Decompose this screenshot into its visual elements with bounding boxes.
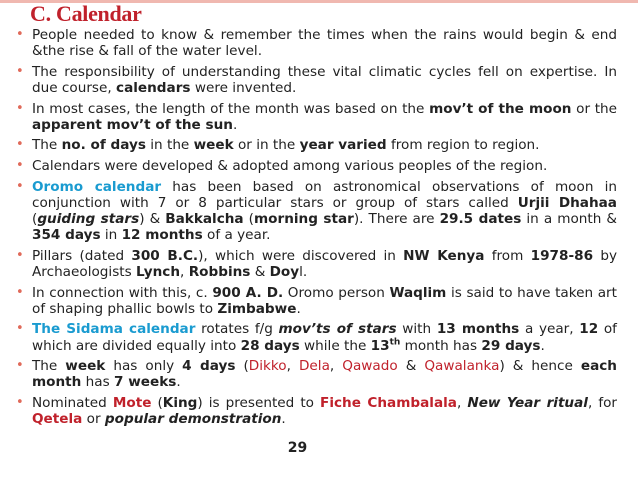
bullet-glyph: • bbox=[16, 178, 24, 194]
bullet-glyph: • bbox=[16, 137, 24, 153]
bullet-glyph: • bbox=[16, 358, 24, 374]
bullet-item: • In most cases, the length of the month was based on the mov’t of the moon or the apparent mov’t of the sun. bbox=[16, 100, 618, 133]
bullet-glyph: • bbox=[16, 157, 24, 173]
bullet-glyph: • bbox=[16, 394, 24, 410]
bullet-glyph: • bbox=[16, 63, 24, 79]
bullet-glyph: • bbox=[16, 247, 24, 263]
page-number: 29 bbox=[287, 440, 308, 456]
bullet-item: • People needed to know & remember the times when the rains would begin & end &the rise & fall of the water level. bbox=[16, 27, 617, 60]
bullet-item: • Calendars were developed & adopted among various peoples of the region. bbox=[16, 157, 548, 174]
bullet-item: • The responsibility of understanding these vital climatic cycles fell on expertise. In due course, calendars were invented. bbox=[16, 63, 617, 96]
bullet-item: • Nominated Mote (King) is presented to Fiche Chambalala, New Year ritual, for Qetela or popular demonstration. bbox=[16, 394, 618, 428]
bullet-item: • The Sidama calendar rotates f/g mov’ts of stars with 13 months a year, 12 of which are divided equally into 28 days while the 13th month has 29 days. bbox=[16, 321, 617, 354]
bullet-item: • In connection with this, c. 900 A. D. Oromo person Waqlim is said to have taken art of shaping phallic bowls to Zimbabwe. bbox=[16, 284, 617, 317]
bullet-glyph: • bbox=[16, 100, 24, 116]
bullet-glyph: • bbox=[16, 321, 24, 337]
slide-title: C. Calendar bbox=[30, 1, 142, 26]
bullet-list bbox=[16, 27, 617, 432]
bullet-glyph: • bbox=[16, 27, 24, 42]
bullet-item: • Pillars (dated 300 B.C.), which were discovered in NW Kenya from 1978-86 by Archaeologists Lynch, Robbins & Doyl. bbox=[16, 247, 617, 280]
bullet-item: • Oromo calendar has been based on astronomical observations of moon in conjunction with 7 or 8 particular stars or group of stars called Urjii Dhahaa (guiding stars) & Bakkalcha (morning star). There are 29.5 dates in a month & 354 days in 12 months of a year. bbox=[16, 178, 618, 244]
bullet-glyph: • bbox=[16, 284, 24, 300]
sidama-calendar-term: The Sidama calendar bbox=[32, 321, 196, 338]
oromo-calendar-term: Oromo calendar bbox=[32, 178, 162, 195]
bullet-item: • The no. of days in the week or in the year varied from region to region. bbox=[16, 137, 540, 154]
bullet-item: • The week has only 4 days (Dikko, Dela, Qawado & Qawalanka) & hence each month has 7 weeks. bbox=[16, 358, 617, 391]
